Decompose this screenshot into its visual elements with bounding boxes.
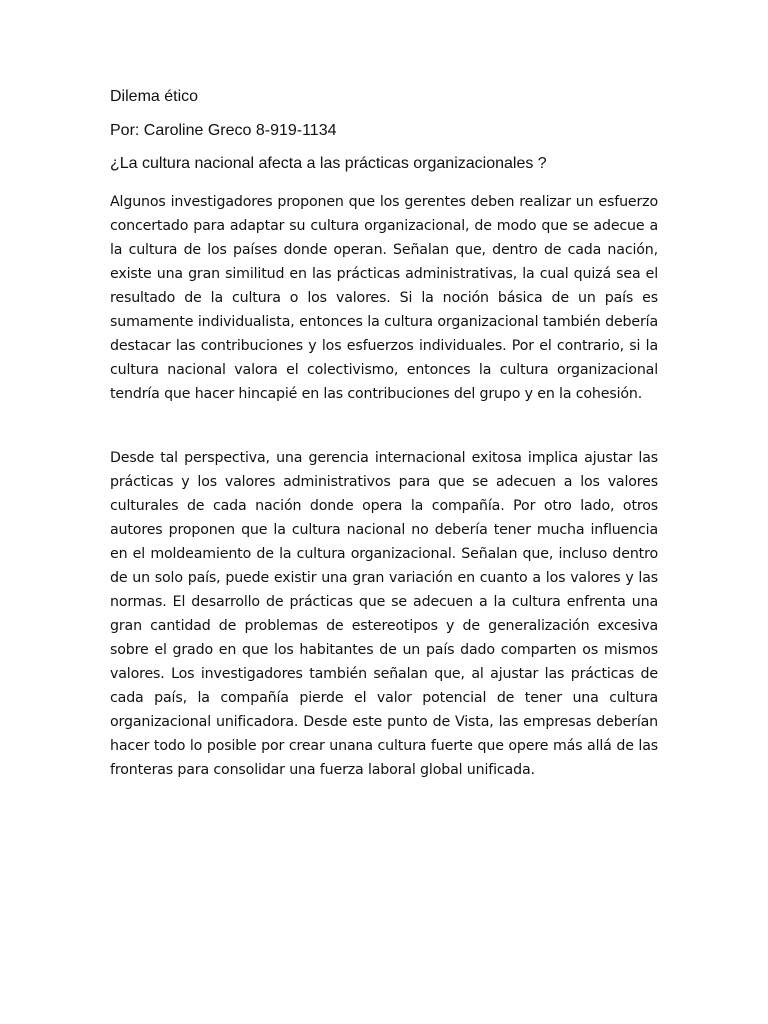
author-line: Por: Caroline Greco 8-919-1134 <box>110 122 337 139</box>
document-title: Dilema ético <box>110 88 199 105</box>
question-heading: ¿La cultura nacional afecta a las prácticas organizacionales ? <box>110 155 547 172</box>
body-paragraph-1: Algunos investigadores proponen que los gerentes deben realizar un esfuerzo concertado para adaptar su cultura organizacional, de modo que se adecue a la cultura de los países donde operan. Señalan que, dentro de cada nación, existe una gran similitud en las prácticas administrativas, la cual quizá sea el resultado de la cultura o los valores. Si la noción básica de un país es sumamente individualista, entonces la cultura organizacional también debería destacar las contribuciones y los esfuerzos individuales. Por el contrario, si la cultura nacional valora el colectivismo, entonces la cultura organizacional tendría que hacer hincapié en las contribuciones del grupo y en la cohesión. <box>110 194 658 402</box>
body-paragraph-2: Desde tal perspectiva, una gerencia internacional exitosa implica ajustar las prácticas y los valores administrativos para que se adecuen a los valores culturales de cada nación donde opera la compañía. Por otro lado, otros autores proponen que la cultura nacional no debería tener mucha influencia en el moldeamiento de la cultura organizacional. Señalan que, incluso dentro de un solo país, puede existir una gran variación en cuanto a los valores y las normas. El desarrollo de prácticas que se adecuen a la cultura enfrenta una gran cantidad de problemas de estereotipos y de generalización excesiva sobre el grado en que los habitantes de un país dado comparten os mismos valores. Los investigadores también señalan que, al ajustar las prácticas de cada país, la compañía pierde el valor potencial de tener una cultura organizacional unificadora. Desde este punto de Vista, las empresas deberían hacer todo lo posible por crear unana cultura fuerte que opere más allá de las fronteras para consolidar una fuerza laboral global unificada. <box>110 450 658 778</box>
